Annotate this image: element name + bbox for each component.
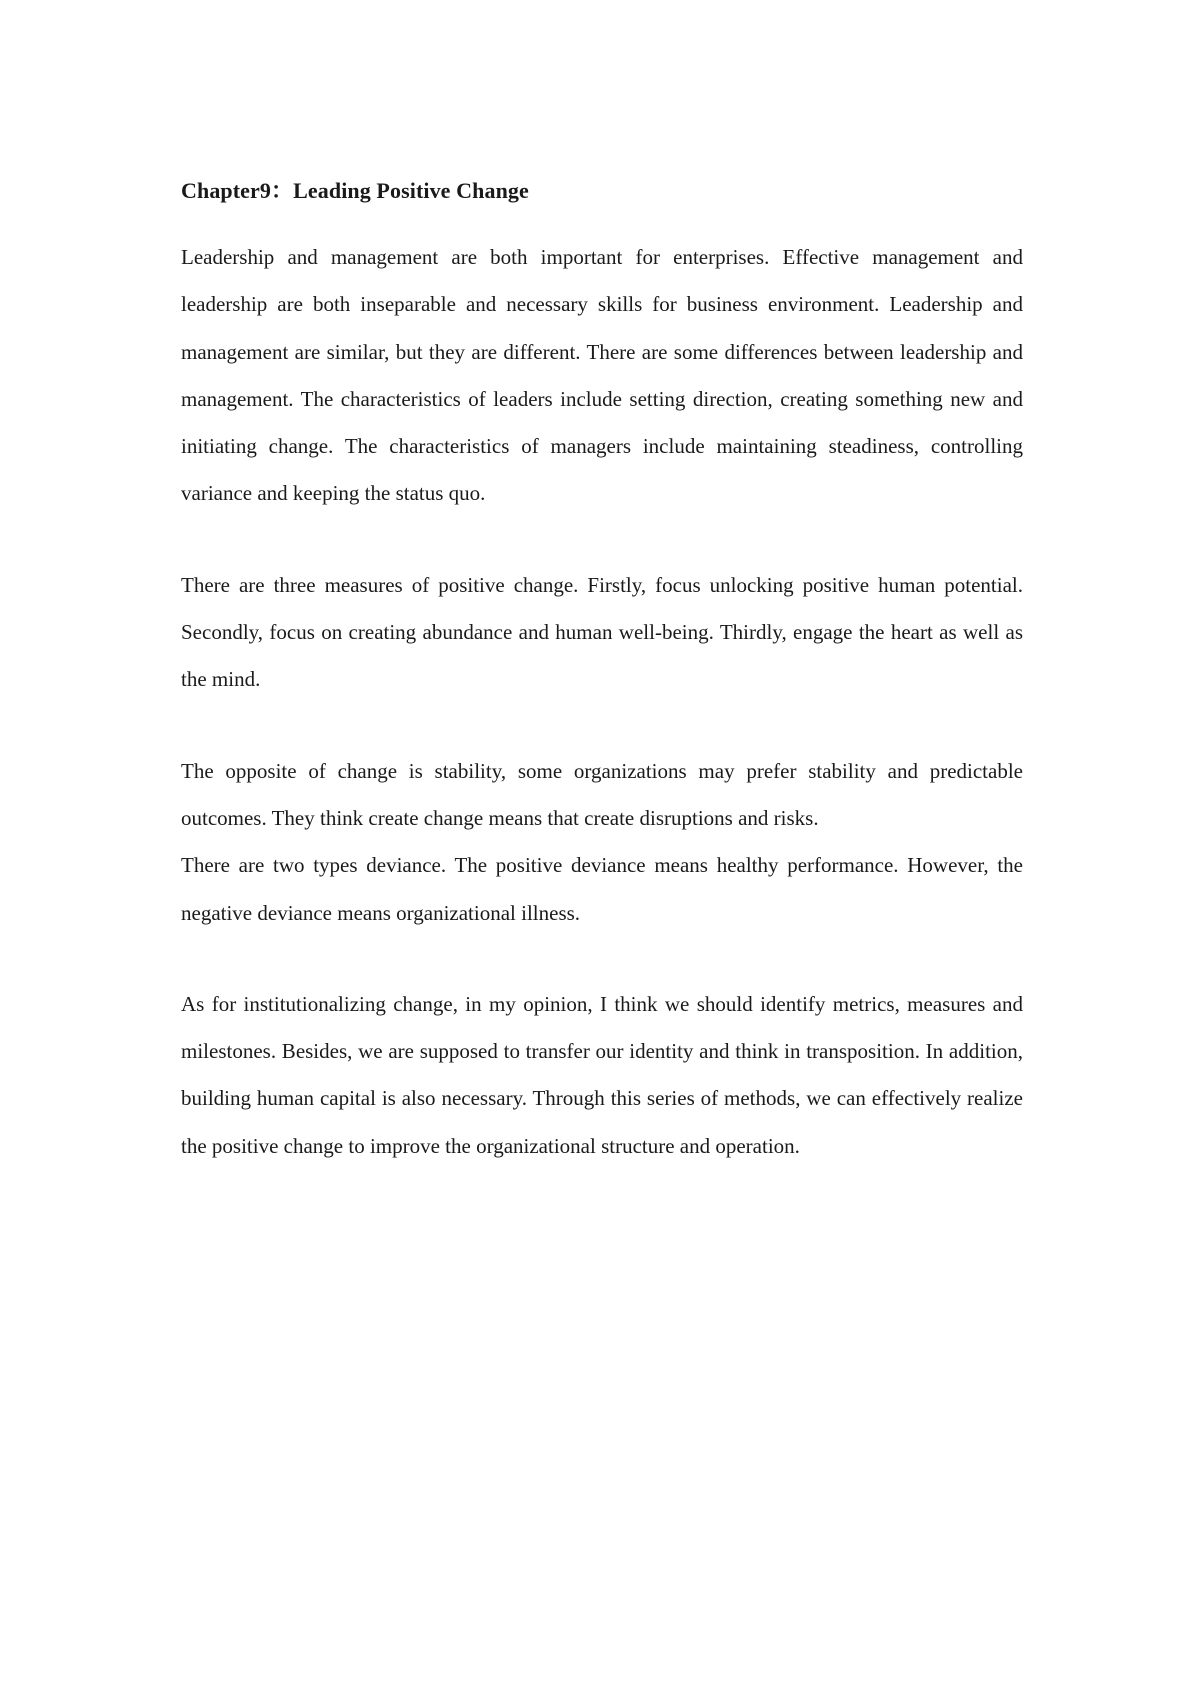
paragraph-deviance-types: There are two types deviance. The positive deviance means healthy performance. However, the negative deviance means organizational illness. bbox=[181, 853, 1023, 925]
paragraph-three-measures: There are three measures of positive change. Firstly, focus unlocking positive human potential. Secondly, focus on creating abundance and human well-being. Thirdly, engage the heart as well as the mind. bbox=[181, 572, 1023, 692]
paragraph-opposite-of-change: The opposite of change is stability, some organizations may prefer stability and predictable outcomes. They think create change means that create disruptions and risks. bbox=[181, 758, 1023, 830]
document-body bbox=[181, 176, 1023, 1170]
paragraph-leadership-management: Leadership and management are both important for enterprises. Effective management and leadership are both inseparable and necessary skills for business environment. Leadership and management are similar, but they are different. There are some differences between leadership and management. The characteristics of leaders include setting direction, creating something new and initiating change. The characteristics of managers include maintaining steadiness, controlling variance and keeping the status quo. bbox=[181, 245, 1023, 506]
chapter-title: Chapter9：Leading Positive Change bbox=[181, 178, 529, 203]
paragraph-institutionalizing-change: As for institutionalizing change, in my opinion, I think we should identify metrics, measures and milestones. Besides, we are supposed to transfer our identity and think in transposition. In addition, building human capital is also necessary. Through this series of methods, we can effectively realize the positive change to improve the organizational structure and operation. bbox=[181, 991, 1023, 1158]
